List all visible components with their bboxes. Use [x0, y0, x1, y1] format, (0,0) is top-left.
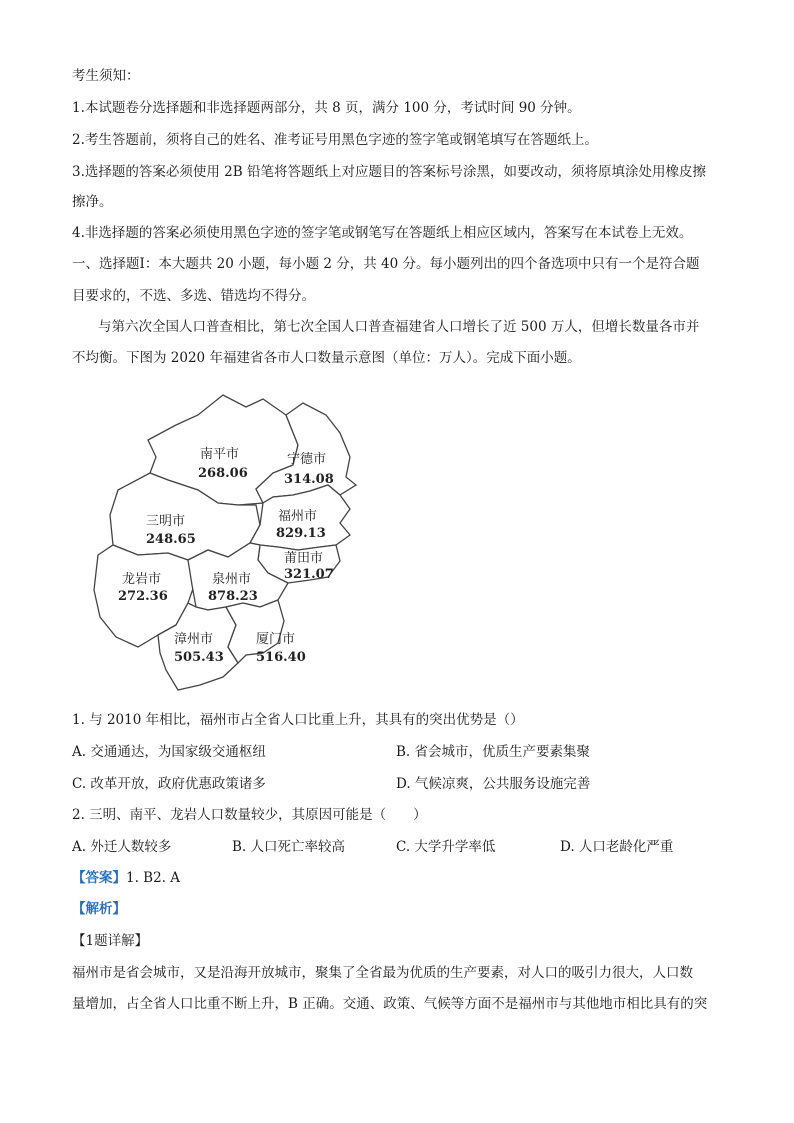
map-label-sanming-name: 三明市 — [146, 514, 186, 529]
q2-option-d: D. 人口老龄化严重 — [560, 839, 674, 855]
section-heading-cont: 目要求的，不选、多选、错选均不得分。 — [72, 288, 315, 304]
detail-line-2: 量增加，占全省人口比重不断上升，B 正确。交通、政策、气候等方面不是福州市与其他地市相比具有的突 — [72, 996, 708, 1012]
q2-option-a: A. 外迁人数较多 — [72, 839, 172, 855]
map-label-ningde-value: 314.08 — [284, 472, 334, 487]
q1-option-b: B. 省会城市，优质生产要素集聚 — [396, 744, 591, 760]
map-label-ningde-name: 宁德市 — [287, 452, 327, 467]
q1-option-a: A. 交通通达，为国家级交通枢纽 — [72, 744, 266, 760]
intro-paragraph-cont: 不均衡。下图为 2020 年福建省各市人口数量示意图（单位：万人）。完成下面小题。 — [72, 350, 581, 366]
map-label-quanzhou-value: 878.23 — [208, 589, 258, 604]
map-label-longyan-name: 龙岩市 — [122, 572, 162, 587]
map-label-zhangzhou-value: 505.43 — [174, 650, 224, 665]
map-label-zhangzhou-name: 漳州市 — [174, 632, 214, 647]
map-label-nanping-name: 南平市 — [200, 447, 240, 462]
detail-label: 【1题详解】 — [72, 933, 149, 949]
map-label-putian-name: 莆田市 — [284, 551, 324, 566]
notice-item-1: 1.本试题卷分选择题和非选择题两部分，共 8 页，满分 100 分，考试时间 90 分钟。 — [72, 100, 581, 116]
section-heading: 一、选择题Ⅰ：本大题共 20 小题，每小题 2 分，共 40 分。每小题列出的四个备选项中只有一个是符合题 — [72, 256, 700, 272]
analysis-label: 【解析】 — [72, 901, 126, 917]
q1-option-d: D. 气候凉爽，公共服务设施完善 — [396, 776, 591, 792]
map-label-putian-value: 321.07 — [284, 567, 334, 582]
detail-line-1: 福州市是省会城市，又是沿海开放城市，聚集了全省最为优质的生产要素，对人口的吸引力很大，人口数 — [72, 965, 693, 981]
map-label-longyan-value: 272.36 — [118, 589, 168, 604]
fujian-population-map — [88, 385, 368, 700]
map-label-xiamen-value: 516.40 — [256, 650, 306, 665]
intro-paragraph: 与第六次全国人口普查相比，第七次全国人口普查福建省人口增长了近 500 万人，但增长数量各市并 — [98, 319, 700, 335]
map-label-fuzhou-name: 福州市 — [278, 509, 318, 524]
q2-option-c: C. 大学升学率低 — [396, 839, 496, 855]
notice-title: 考生须知： — [72, 68, 140, 84]
notice-item-4: 4.非选择题的答案必须使用黑色字迹的签字笔或钢笔写在答题纸上相应区域内，答案写在本试卷上无效。 — [72, 225, 693, 241]
q2-stem: 2. 三明、南平、龙岩人口数量较少，其原因可能是（ ） — [72, 807, 427, 823]
map-label-xiamen-name: 厦门市 — [256, 632, 296, 647]
q2-option-b: B. 人口死亡率较高 — [232, 839, 346, 855]
q1-stem: 1. 与 2010 年相比，福州市占全省人口比重上升，其具有的突出优势是（） — [72, 712, 524, 728]
answer-label: 【答案】 — [72, 870, 126, 886]
notice-item-3: 3.选择题的答案必须使用 2B 铅笔将答题纸上对应题目的答案标号涂黑，如要改动，须将原填涂处用橡皮擦 — [72, 164, 706, 180]
map-label-quanzhou-name: 泉州市 — [212, 572, 252, 587]
map-label-fuzhou-value: 829.13 — [276, 526, 326, 541]
notice-item-2: 2.考生答题前，须将自己的姓名、准考证号用黑色字迹的签字笔或钢笔填写在答题纸上。 — [72, 132, 598, 148]
notice-item-3-cont: 擦净。 — [72, 194, 113, 210]
q1-option-c: C. 改革开放，政府优惠政策诸多 — [72, 776, 266, 792]
answer-text: 1. B2. A — [126, 870, 181, 886]
map-label-nanping-value: 268.06 — [198, 466, 248, 481]
map-label-sanming-value: 248.65 — [146, 532, 196, 547]
answer-line — [72, 868, 180, 888]
